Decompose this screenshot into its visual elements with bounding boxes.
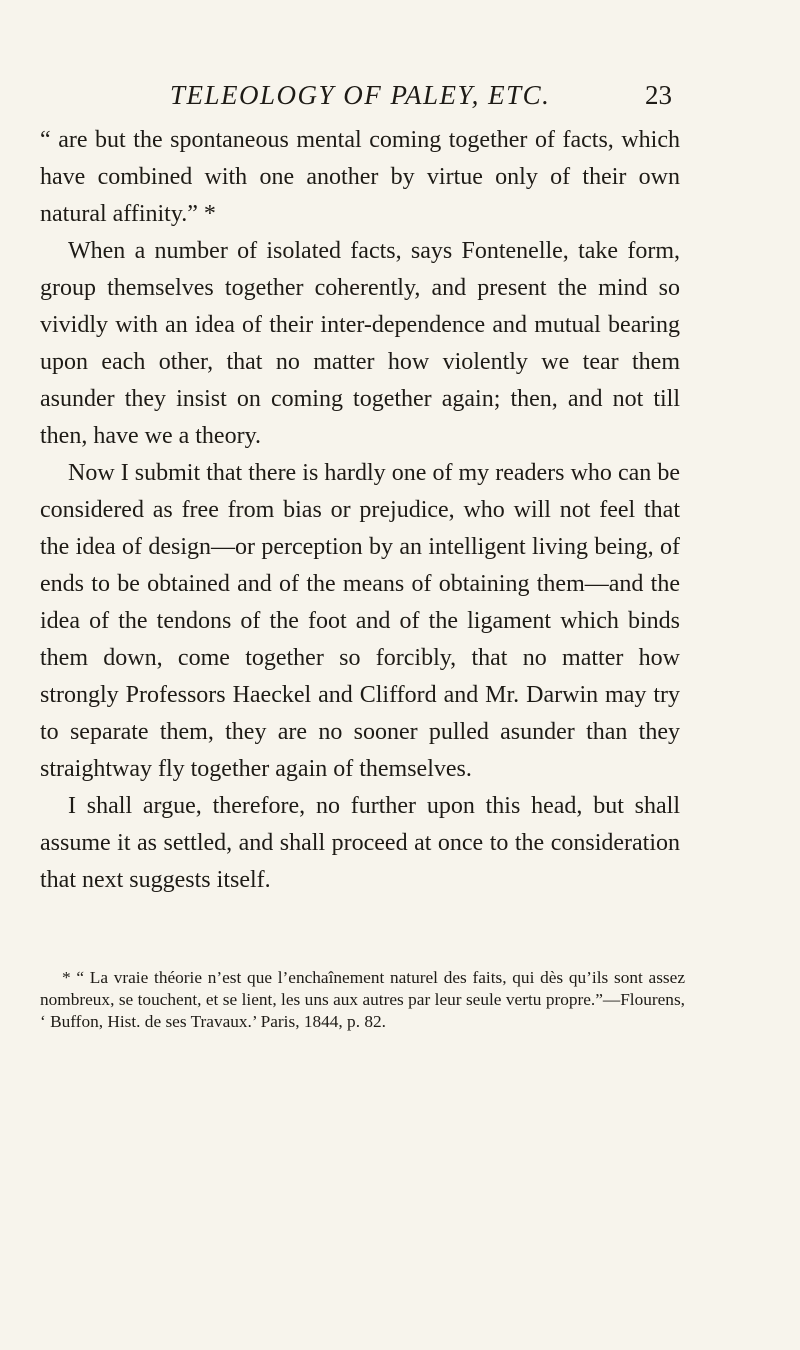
paragraph-design: Now I submit that there is hardly one of my readers who can be considered as free from bias or prejudice, who will not feel that the idea of design—or perception by an intelligent living being, of ends to be obtained and of the means of obtaining them—and the idea of the tendons of the foot and of the ligament which binds them down, come together so forcibly, that no matter how strongly Professors Haeckel and Clifford and Mr. Darwin may try to separate them, they are no sooner pulled asunder than they straightway fly together again of themselves. bbox=[40, 460, 680, 782]
running-header bbox=[40, 80, 740, 120]
footnote: * “ La vraie théorie n’est que l’enchaînement naturel des faits, qui dès qu’ils sont assez nombreux, se touchent, et se lient, les uns aux autres par leur seule vertu propre.”—Flourens, ‘ Buffon, Hist. de ses Travaux.’ Paris, 1844, p. 82. bbox=[40, 968, 685, 1031]
page-number: 23 bbox=[645, 80, 672, 110]
paragraph-fontenelle: When a number of isolated facts, says Fontenelle, take form, group themselves together coherently, and present the mind so vividly with an idea of their inter-dependence and mutual bearing upon each other, that no matter how violently we tear them asunder they insist on coming together again; then, and not till then, have we a theory. bbox=[40, 238, 680, 449]
paragraph-continuation: “ are but the spontaneous mental coming together of facts, which have combined with one another by virtue only of their own natural affinity.” * bbox=[40, 127, 680, 227]
running-title: TELEOLOGY OF PALEY, ETC. bbox=[170, 80, 551, 110]
paragraph-conclusion: I shall argue, therefore, no further upon this head, but shall assume it as settled, and shall proceed at once to the consideration that next suggests itself. bbox=[40, 793, 680, 893]
body-text bbox=[40, 122, 680, 899]
